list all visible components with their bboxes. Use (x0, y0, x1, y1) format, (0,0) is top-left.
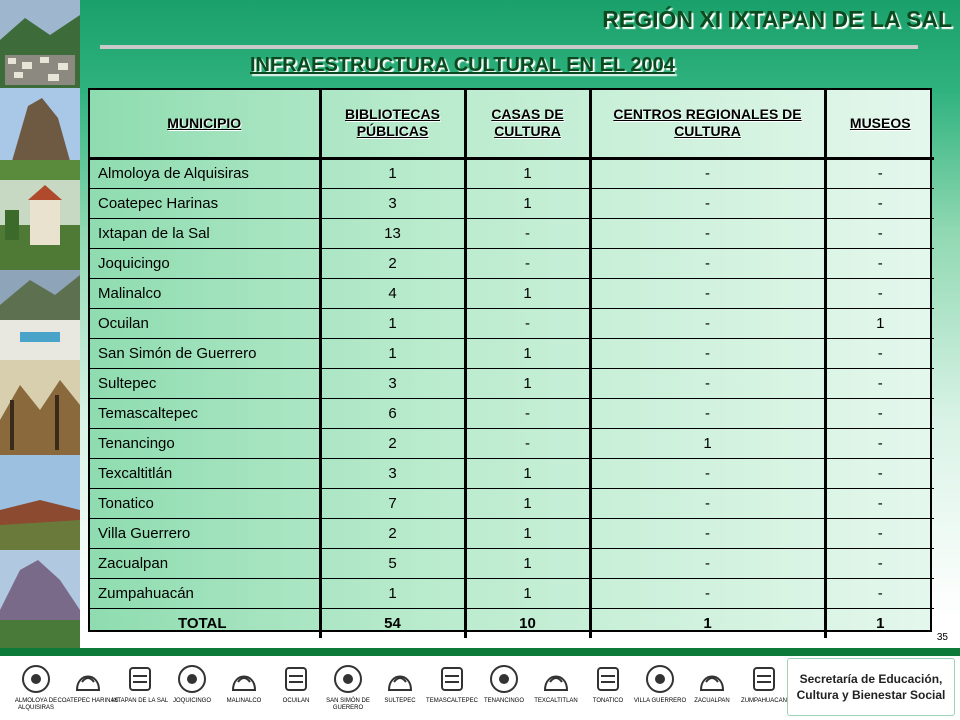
town-photo (0, 0, 80, 88)
cell-centros-regionales: - (590, 458, 825, 488)
municipality-glyph (422, 662, 482, 720)
valley-photo (0, 455, 80, 550)
tonatico-glyph-icon (591, 662, 625, 696)
cell-museos: - (825, 578, 934, 608)
municipality-glyph (162, 662, 222, 720)
organization-box (787, 658, 955, 716)
municipality-glyph-strip (6, 662, 786, 720)
joquicingo-glyph-icon (175, 662, 209, 696)
cell-municipio: Ocuilan (90, 308, 320, 338)
forest-photo (0, 360, 80, 455)
zumpahuacan-glyph-icon (747, 662, 781, 696)
san-simon-glyph-icon (331, 662, 365, 696)
municipality-glyph-label: SAN SIMÓN DE GUERERO (326, 698, 370, 711)
table-row (90, 578, 934, 608)
cell-municipio: Texcaltitlán (90, 458, 320, 488)
cell-centros-regionales: - (590, 218, 825, 248)
cell-bibliotecas: 3 (320, 458, 465, 488)
cell-casas-cultura: 1 (465, 278, 590, 308)
column-header-museos: MUSEOS (825, 90, 934, 158)
municipality-glyph-label: JOQUICINGO (172, 698, 211, 704)
table-row (90, 248, 934, 278)
cell-bibliotecas: 4 (320, 278, 465, 308)
cell-casas-cultura: 1 (465, 338, 590, 368)
region-title: REGIÓN XI IXTAPAN DE LA SAL (602, 6, 952, 32)
culture-infrastructure-table (88, 88, 932, 632)
texcaltitlan-glyph-icon (539, 662, 573, 696)
cell-municipio: Villa Guerrero (90, 518, 320, 548)
municipality-glyph (318, 662, 378, 720)
column-header-bibliotecas: BIBLIOTECAS PÚBLICAS (320, 90, 465, 158)
organization-name-line1: Secretaría de Educación, (799, 672, 943, 686)
cell-museos: - (825, 518, 934, 548)
municipality-glyph-label: ZUMPAHUACAN (741, 698, 787, 704)
cell-museos: - (825, 218, 934, 248)
cell-casas-cultura: - (465, 398, 590, 428)
cell-bibliotecas: 2 (320, 428, 465, 458)
cell-casas-cultura: 10 (465, 608, 590, 638)
rock-hill-photo (0, 88, 80, 180)
plaza-photo (0, 270, 80, 360)
cell-centros-regionales: - (590, 188, 825, 218)
cell-museos: - (825, 398, 934, 428)
table-row (90, 428, 934, 458)
table-row (90, 518, 934, 548)
table-total-row (90, 608, 934, 638)
table-header-row (90, 90, 934, 158)
cell-municipio: Ixtapan de la Sal (90, 218, 320, 248)
municipality-glyph-label: TENANCINGO (483, 698, 524, 704)
cell-museos: - (825, 158, 934, 188)
cell-casas-cultura: 1 (465, 158, 590, 188)
church-photo (0, 180, 80, 270)
cell-museos: - (825, 188, 934, 218)
ocuilan-glyph-icon (279, 662, 313, 696)
tenancingo-glyph-icon (487, 662, 521, 696)
header-rule (100, 45, 918, 49)
cell-bibliotecas: 1 (320, 338, 465, 368)
cell-casas-cultura: 1 (465, 368, 590, 398)
municipality-glyph (58, 662, 118, 720)
municipality-glyph-label: ZACUALPAN (694, 698, 730, 704)
cell-municipio: Coatepec Harinas (90, 188, 320, 218)
cell-bibliotecas: 1 (320, 578, 465, 608)
table-row (90, 278, 934, 308)
cell-museos: - (825, 548, 934, 578)
cell-centros-regionales: - (590, 368, 825, 398)
footer (0, 648, 960, 720)
cell-bibliotecas: 2 (320, 248, 465, 278)
column-header-casas-cultura: CASAS DE CULTURA (465, 90, 590, 158)
table-row (90, 458, 934, 488)
almoloya-glyph-icon (19, 662, 53, 696)
cell-municipio: Sultepec (90, 368, 320, 398)
page-number: 35 (936, 632, 948, 643)
malinalco-glyph-icon (227, 662, 261, 696)
cell-municipio: Tenancingo (90, 428, 320, 458)
cell-municipio: Tonatico (90, 488, 320, 518)
cell-bibliotecas: 1 (320, 158, 465, 188)
municipality-glyph-label: TEXCALTITLAN (534, 698, 578, 704)
municipality-glyph-label: VILLA GUERRERO (633, 698, 687, 704)
municipality-glyph (474, 662, 534, 720)
cell-casas-cultura: 1 (465, 578, 590, 608)
cell-bibliotecas: 3 (320, 368, 465, 398)
table-row (90, 338, 934, 368)
cell-bibliotecas: 3 (320, 188, 465, 218)
cell-centros-regionales: - (590, 308, 825, 338)
table-row (90, 308, 934, 338)
municipality-glyph (6, 662, 66, 720)
table-body (90, 158, 934, 638)
municipality-glyph-label: TEMASCALTEPEC (426, 698, 478, 704)
sultepec-glyph-icon (383, 662, 417, 696)
table-row (90, 218, 934, 248)
cell-centros-regionales: - (590, 488, 825, 518)
table-row (90, 368, 934, 398)
temascaltepec-glyph-icon (435, 662, 469, 696)
cell-municipio: Malinalco (90, 278, 320, 308)
municipality-glyph (370, 662, 430, 720)
page-title: INFRAESTRUCTURA CULTURAL EN EL 2004 (250, 54, 675, 76)
cell-bibliotecas: 1 (320, 308, 465, 338)
zacualpan-glyph-icon (695, 662, 729, 696)
table-row (90, 188, 934, 218)
cell-casas-cultura: - (465, 428, 590, 458)
coatepec-glyph-icon (71, 662, 105, 696)
municipality-glyph-label: ALMOLOYA DE ALQUISIRAS (14, 698, 58, 711)
cell-centros-regionales: - (590, 338, 825, 368)
mountain-photo (0, 550, 80, 650)
photo-strip (0, 0, 80, 650)
municipality-glyph (526, 662, 586, 720)
municipality-glyph-label: SULTEPEC (384, 698, 416, 704)
cell-casas-cultura: - (465, 218, 590, 248)
cell-municipio: San Simón de Guerrero (90, 338, 320, 368)
municipality-glyph (630, 662, 690, 720)
municipality-glyph (682, 662, 742, 720)
cell-bibliotecas: 2 (320, 518, 465, 548)
cell-casas-cultura: 1 (465, 488, 590, 518)
cell-municipio: Temascaltepec (90, 398, 320, 428)
villa-guerrero-glyph-icon (643, 662, 677, 696)
table-row (90, 158, 934, 188)
cell-centros-regionales: 1 (590, 608, 825, 638)
cell-museos: - (825, 338, 934, 368)
cell-museos: 1 (825, 308, 934, 338)
municipality-glyph-label: OCUILAN (282, 698, 310, 704)
cell-centros-regionales: - (590, 548, 825, 578)
cell-centros-regionales: - (590, 578, 825, 608)
column-header-municipio: MUNICIPIO (90, 90, 320, 158)
cell-centros-regionales: 1 (590, 428, 825, 458)
cell-museos: - (825, 368, 934, 398)
cell-bibliotecas: 54 (320, 608, 465, 638)
cell-municipio: Joquicingo (90, 248, 320, 278)
municipality-glyph-label: MALINALCO (226, 698, 262, 704)
cell-casas-cultura: - (465, 248, 590, 278)
cell-centros-regionales: - (590, 248, 825, 278)
cell-municipio: Zacualpan (90, 548, 320, 578)
cell-bibliotecas: 7 (320, 488, 465, 518)
cell-municipio: Zumpahuacán (90, 578, 320, 608)
municipality-glyph (734, 662, 794, 720)
table-row (90, 398, 934, 428)
cell-municipio: Almoloya de Alquisiras (90, 158, 320, 188)
organization-name-line2: Cultura y Bienestar Social (796, 688, 946, 702)
municipality-glyph (578, 662, 638, 720)
cell-museos: - (825, 278, 934, 308)
cell-casas-cultura: 1 (465, 548, 590, 578)
column-header-centros-regionales: CENTROS REGIONALES DE CULTURA (590, 90, 825, 158)
cell-museos: - (825, 488, 934, 518)
municipality-glyph-label: TONATICO (592, 698, 624, 704)
municipality-glyph-label: IXTAPAN DE LA SAL (111, 698, 169, 704)
cell-centros-regionales: - (590, 278, 825, 308)
cell-museos: 1 (825, 608, 934, 638)
footer-bar (0, 648, 960, 656)
cell-centros-regionales: - (590, 158, 825, 188)
table-row (90, 548, 934, 578)
cell-museos: - (825, 458, 934, 488)
municipality-glyph (214, 662, 274, 720)
ixtapan-glyph-icon (123, 662, 157, 696)
cell-casas-cultura: - (465, 308, 590, 338)
cell-municipio: TOTAL (90, 608, 320, 638)
cell-centros-regionales: - (590, 398, 825, 428)
cell-centros-regionales: - (590, 518, 825, 548)
cell-casas-cultura: 1 (465, 518, 590, 548)
municipality-glyph-label: COATEPEC HARINAS (57, 698, 119, 704)
cell-casas-cultura: 1 (465, 188, 590, 218)
cell-museos: - (825, 248, 934, 278)
cell-casas-cultura: 1 (465, 458, 590, 488)
cell-bibliotecas: 13 (320, 218, 465, 248)
municipality-glyph (110, 662, 170, 720)
cell-bibliotecas: 5 (320, 548, 465, 578)
cell-bibliotecas: 6 (320, 398, 465, 428)
table-row (90, 488, 934, 518)
cell-museos: - (825, 428, 934, 458)
